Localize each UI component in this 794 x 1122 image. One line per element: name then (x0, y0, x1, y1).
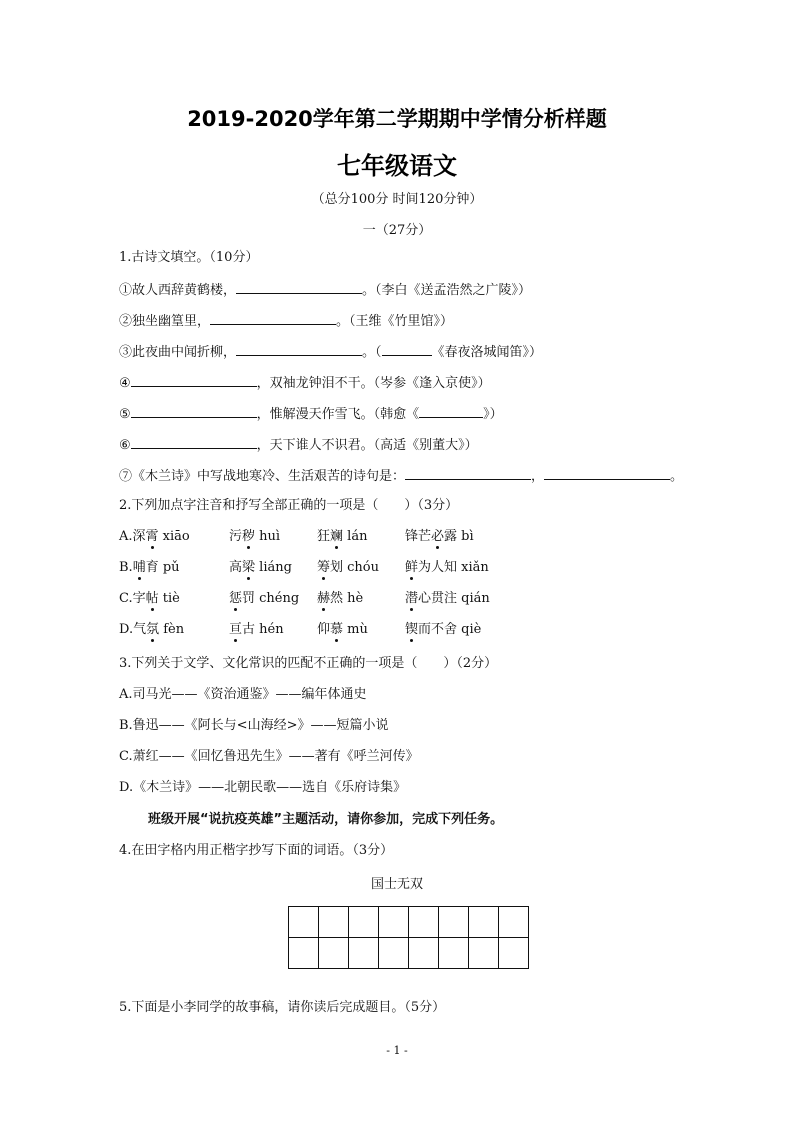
grid-cell[interactable] (349, 907, 379, 938)
q3-option-c: C.萧红——《回忆鲁迅先生》——著有《呼兰河传》 (119, 749, 419, 764)
option-cell: 锋芒必露 bì (405, 529, 474, 544)
section-heading: 一（27分） (362, 223, 432, 238)
q1-item-4: ④ ，双袖龙钟泪不干。（岑参《逢入京使》） (119, 373, 491, 393)
answer-blank[interactable] (419, 404, 483, 418)
q2-prompt: 2.下列加点字注音和抒写全部正确的一项是（ ）（3分） (119, 498, 459, 513)
answer-blank[interactable] (382, 342, 432, 356)
option-cell: 锲而不舍 qiè (405, 622, 482, 637)
answer-blank[interactable] (131, 373, 257, 387)
q2-option-b (119, 559, 489, 577)
q1-item-6: ⑥ ，天下谁人不识君。（高适《别董大》） (119, 435, 478, 455)
option-cell: 仰慕 mù (317, 622, 368, 637)
answer-blank[interactable] (544, 466, 670, 480)
answer-blank[interactable] (405, 466, 531, 480)
option-cell: 筹划 chóu (317, 560, 380, 575)
option-cell: C.字帖 tiè (119, 591, 180, 606)
activity-instruction: 班级开展“说抗疫英雄”主题活动，请你参加，完成下列任务。 (148, 812, 504, 827)
grid-cell[interactable] (319, 938, 349, 969)
grid-cell[interactable] (499, 938, 529, 969)
q2-option-c (119, 590, 490, 608)
tianzige-grid (288, 906, 529, 969)
option-cell: 污秽 huì (229, 529, 281, 544)
grid-cell[interactable] (379, 907, 409, 938)
option-cell: A.深霄 xiāo (119, 529, 190, 544)
q1-prompt: 1.古诗文填空。（10分） (119, 250, 259, 265)
q3-option-a: A.司马光——《资治通鉴》——编年体通史 (119, 687, 367, 702)
exam-title: 2019-2020学年第二学期期中学情分析样题 (187, 107, 607, 131)
option-cell: 狂斓 lán (317, 529, 368, 544)
q2-option-a (119, 528, 474, 546)
grid-cell[interactable] (349, 938, 379, 969)
grid-cell[interactable] (439, 938, 469, 969)
answer-blank[interactable] (236, 280, 362, 294)
q3-option-b: B.鲁迅——《阿长与<山海经>》——短篇小说 (119, 718, 389, 733)
grid-cell[interactable] (499, 907, 529, 938)
answer-blank[interactable] (131, 404, 257, 418)
option-cell: B.哺育 pǔ (119, 560, 180, 575)
answer-blank[interactable] (236, 342, 362, 356)
q3-prompt: 3.下列关于文学、文化常识的匹配不正确的一项是（ ）（2分） (119, 656, 498, 671)
q1-item-5: ⑤ ，惟解漫天作雪飞。（韩愈《 》） (119, 404, 503, 424)
page-number: - 1 - (386, 1044, 408, 1057)
q1-item-7: ⑦《木兰诗》中写战地寒冷、生活艰苦的诗句是： ， 。 (119, 466, 683, 486)
grid-cell[interactable] (289, 938, 319, 969)
option-cell: 高梁 liáng (229, 560, 292, 575)
grid-cell[interactable] (319, 907, 349, 938)
grid-cell[interactable] (409, 907, 439, 938)
q1-item-3: ③此夜曲中闻折柳， 。（ 《春夜洛城闻笛》） (119, 342, 542, 362)
option-cell: 亘古 hén (229, 622, 284, 637)
option-cell: D.气氛 fèn (119, 622, 185, 637)
q1-item-2: ②独坐幽篁里， 。（王维《竹里馆》） (119, 311, 453, 331)
q2-option-d (119, 621, 481, 639)
grid-cell[interactable] (469, 907, 499, 938)
q5-prompt: 5.下面是小李同学的故事稿，请你读后完成题目。（5分） (119, 1000, 446, 1015)
option-cell: 鲜为人知 xiǎn (405, 560, 489, 575)
option-cell: 赫然 hè (317, 591, 364, 606)
grid-cell[interactable] (469, 938, 499, 969)
option-cell: 惩罚 chéng (229, 591, 300, 606)
subject-title: 七年级语文 (337, 152, 457, 180)
q3-option-d: D.《木兰诗》——北朝民歌——选自《乐府诗集》 (119, 780, 407, 795)
q4-prompt: 4.在田字格内用正楷字抄写下面的词语。（3分） (119, 843, 394, 858)
copy-word: 国士无双 (370, 877, 423, 892)
answer-blank[interactable] (210, 311, 336, 325)
option-cell: 潜心贯注 qián (405, 591, 490, 606)
grid-cell[interactable] (289, 907, 319, 938)
grid-cell[interactable] (439, 907, 469, 938)
exam-meta: （总分100分 时间120分钟） (311, 192, 483, 207)
q1-item-1: ①故人西辞黄鹤楼， 。（李白《送孟浩然之广陵》） (119, 280, 531, 300)
grid-cell[interactable] (409, 938, 439, 969)
answer-blank[interactable] (131, 435, 257, 449)
grid-cell[interactable] (379, 938, 409, 969)
